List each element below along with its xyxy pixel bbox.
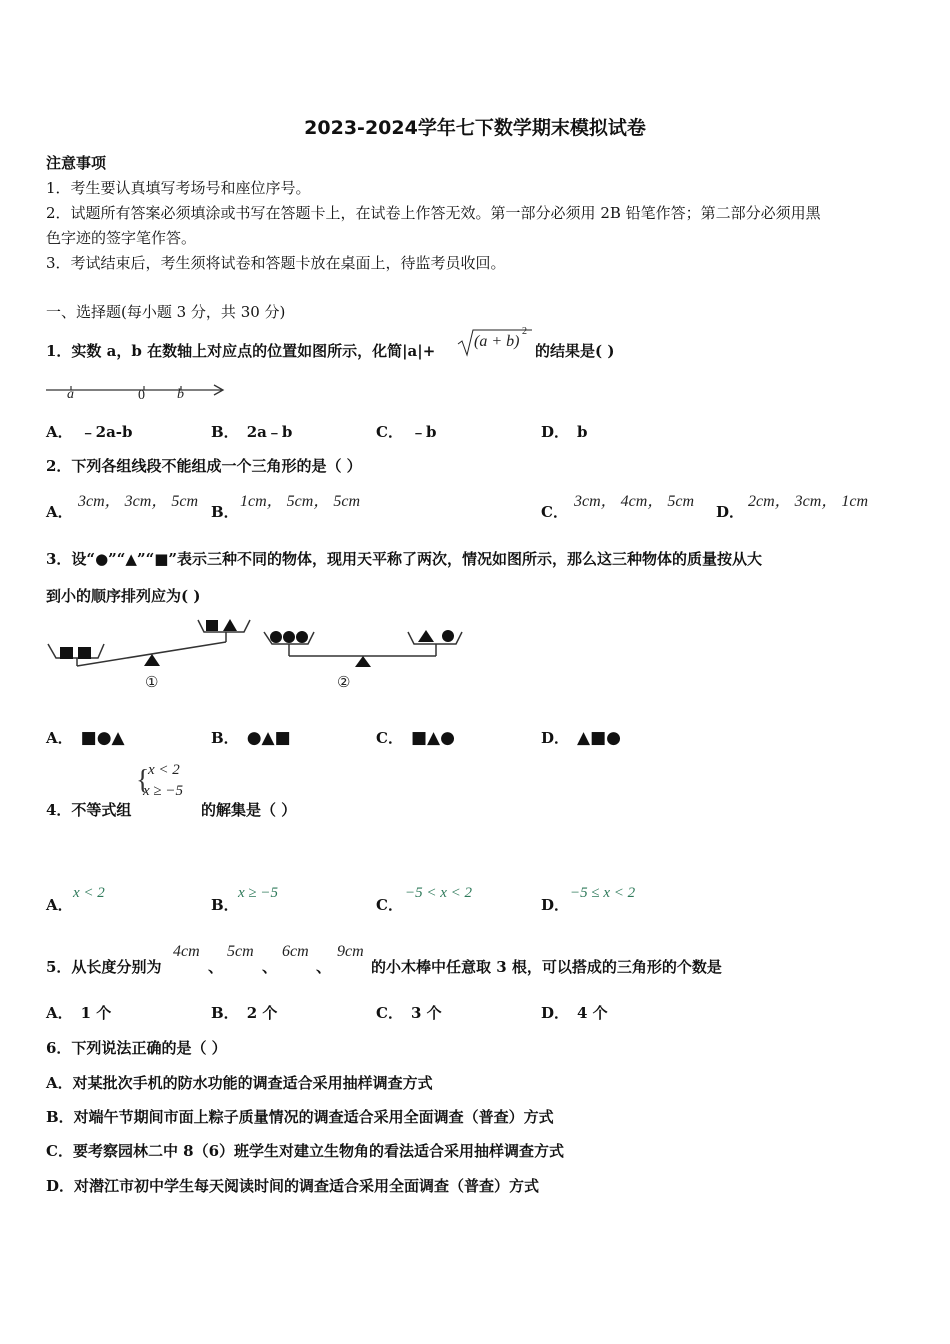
q3-option-c[interactable]: C． ■▲● (376, 728, 455, 748)
notice-item: 3．考试结束后，考生须将试卷和答题卡放在桌面上，待监考员收回。 (46, 254, 506, 272)
q2-option-c-label[interactable]: C． (541, 503, 568, 521)
q4-stem-prefix: 4．不等式组 (46, 801, 132, 819)
notice-item: 2．试题所有答案必须填涂或书写在答题卡上，在试卷上作答无效。第一部分必须用 2B 铅笔作答；第二部分必须用黑 (46, 204, 821, 222)
q4-option-a-value[interactable]: x < 2 (73, 885, 105, 901)
q3-option-d[interactable]: D． ▲■● (541, 728, 621, 748)
q5-sep: 、 (316, 958, 332, 976)
q3-option-b[interactable]: B． ●▲■ (211, 728, 291, 748)
q5-option-b[interactable]: B． 2 个 (211, 1004, 278, 1022)
q2-option-b-label[interactable]: B． (211, 503, 239, 521)
system-line-1: x < 2 (148, 762, 180, 778)
q2-option-a-label[interactable]: A． (46, 503, 73, 521)
number-line-b: b (177, 387, 184, 402)
q3-stem-line1: 3．设“●”“▲”“■”表示三种不同的物体，现用天平称了两次，情况如图所示，那么这三种物体的质量按从大 (46, 550, 763, 568)
q2-option-d-segments[interactable]: 2cm， 3cm， 1cm (748, 493, 868, 510)
q1-option-a[interactable]: A． ﹣2a-b (46, 423, 133, 441)
q2-option-a-segments[interactable]: 3cm， 3cm， 5cm (78, 493, 198, 510)
notice-item: 1．考生要认真填写考场号和座位序号。 (46, 179, 311, 197)
q4-option-c-label[interactable]: C． (376, 896, 403, 914)
q5-stem-suffix: 的小木棒中任意取 3 根，可以搭成的三角形的个数是 (371, 958, 722, 976)
q1-tail: 的结果是( ) (535, 342, 615, 360)
q1-radicand: (a + b) (474, 333, 520, 350)
q5-sep: 、 (262, 958, 278, 976)
q2-option-b-segments[interactable]: 1cm， 5cm， 5cm (240, 493, 360, 510)
q1-option-c[interactable]: C． ﹣b (376, 423, 437, 441)
q1-stem: 1．实数 a，b 在数轴上对应点的位置如图所示，化简|a|+ (46, 342, 436, 360)
q5-length-1: 4cm (173, 943, 200, 960)
q6-option-b[interactable]: B．对端午节期间市面上粽子质量情况的调查适合采用全面调查（普查）方式 (46, 1108, 554, 1126)
q3-stem-line2: 到小的顺序排列应为( ) (46, 587, 201, 605)
q6-option-c[interactable]: C．要考察园林二中 8（6）班学生对建立生物角的看法适合采用抽样调查方式 (46, 1142, 565, 1160)
notice-item: 色字迹的签字笔作答。 (46, 229, 197, 247)
section-heading: 一、选择题(每小题 3 分，共 30 分) (46, 303, 286, 321)
balance-figure-1-label: ① (145, 675, 159, 691)
number-line-a: a (67, 387, 74, 402)
system-brace: { (136, 765, 150, 796)
balance-figure-2-label: ② (337, 675, 351, 691)
q6-option-d[interactable]: D．对潜江市初中学生每天阅读时间的调查适合采用全面调查（普查）方式 (46, 1177, 540, 1195)
number-line-zero: 0 (138, 388, 145, 403)
q2-option-c-segments[interactable]: 3cm， 4cm， 5cm (574, 493, 694, 510)
q4-option-d-value[interactable]: −5 ≤ x < 2 (570, 885, 636, 901)
q1-option-b[interactable]: B． 2a﹣b (211, 423, 293, 441)
q5-length-2: 5cm (227, 943, 254, 960)
system-line-2: x ≥ −5 (143, 783, 184, 799)
q4-option-b-label[interactable]: B． (211, 896, 239, 914)
q2-option-d-label[interactable]: D． (716, 503, 745, 521)
q6-option-a[interactable]: A．对某批次手机的防水功能的调查适合采用抽样调查方式 (46, 1074, 433, 1092)
q4-option-d-label[interactable]: D． (541, 896, 570, 914)
q4-option-c-value[interactable]: −5 < x < 2 (405, 885, 473, 901)
q4-stem-suffix: 的解集是（ ） (201, 801, 297, 819)
q5-option-a[interactable]: A． 1 个 (46, 1004, 112, 1022)
balance-figure-2 (262, 622, 464, 668)
balance-figure-1 (44, 614, 254, 674)
q5-stem-prefix: 5．从长度分别为 (46, 958, 162, 976)
q3-option-a[interactable]: A． ■●▲ (46, 728, 125, 748)
q4-option-a-label[interactable]: A． (46, 896, 73, 914)
q6-stem: 6．下列说法正确的是（ ） (46, 1039, 227, 1057)
q5-option-c[interactable]: C． 3 个 (376, 1004, 442, 1022)
q1-exponent: 2 (522, 326, 527, 337)
q5-sep: 、 (208, 958, 224, 976)
q5-option-d[interactable]: D． 4 个 (541, 1004, 608, 1022)
q5-length-3: 6cm (282, 943, 309, 960)
notice-heading: 注意事项 (46, 154, 107, 172)
q4-option-b-value[interactable]: x ≥ −5 (238, 885, 279, 901)
page-title: 2023-2024学年七下数学期末模拟试卷 (304, 117, 646, 139)
q5-length-4: 9cm (337, 943, 364, 960)
q1-option-d[interactable]: D． b (541, 423, 588, 441)
q2-stem: 2．下列各组线段不能组成一个三角形的是（ ） (46, 457, 362, 475)
